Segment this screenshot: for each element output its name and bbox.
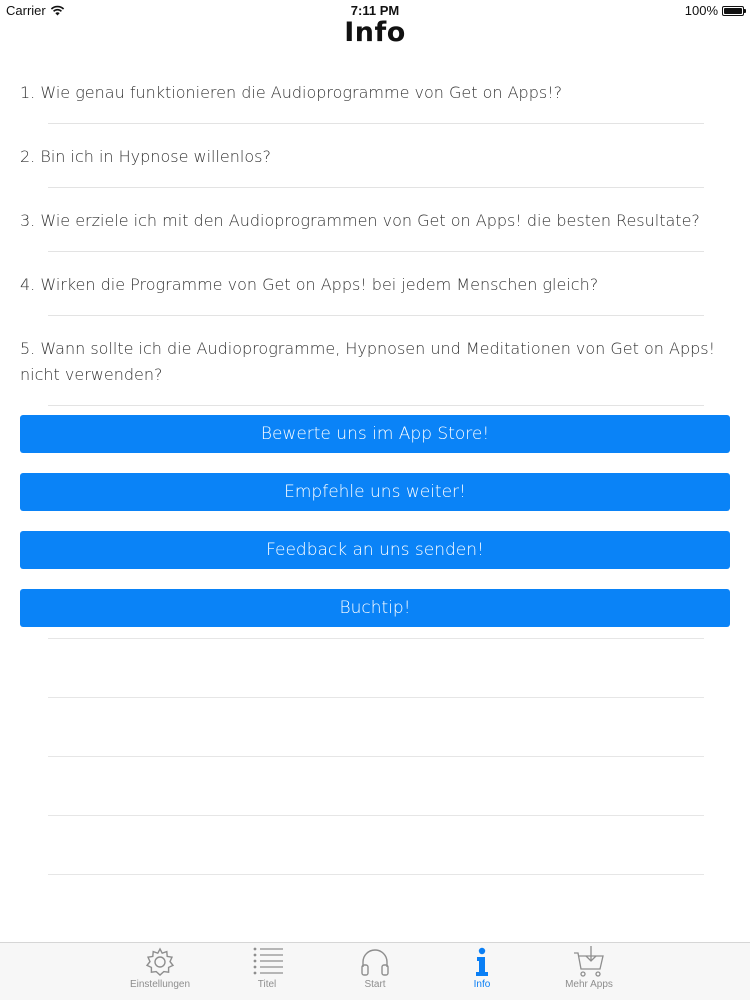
battery-percent: 100%: [684, 3, 718, 18]
info-icon: [465, 945, 499, 979]
status-battery: [685, 3, 744, 18]
separator: [48, 697, 704, 698]
faq-item-4[interactable]: 4. Wirken die Programme von Get on Apps! bei jedem Menschen gleich?: [0, 252, 750, 316]
separator: [48, 756, 704, 757]
headphones-icon: [358, 945, 392, 979]
send-feedback-button[interactable]: Feedback an uns senden!: [20, 531, 730, 569]
carrier-label: Carrier: [6, 3, 46, 18]
faq-item-3[interactable]: 3. Wie erziele ich mit den Audioprogrammen von Get on Apps! die besten Resultate?: [0, 188, 750, 252]
gear-icon: [143, 945, 177, 979]
book-tip-button[interactable]: Buchtip!: [20, 589, 730, 627]
faq-item-2[interactable]: 2. Bin ich in Hypnose willenlos?: [0, 124, 750, 188]
recommend-button[interactable]: Empfehle uns weiter!: [20, 473, 730, 511]
cart-icon: [572, 945, 606, 979]
rate-app-button[interactable]: Bewerte uns im App Store!: [20, 415, 730, 453]
separator: [48, 638, 704, 639]
tab-label: Mehr Apps: [565, 979, 613, 990]
action-buttons: [20, 415, 730, 647]
tab-info[interactable]: [428, 943, 536, 1001]
separator: [48, 874, 704, 875]
list-icon: [250, 945, 284, 979]
empty-rows: [48, 638, 704, 933]
tab-start[interactable]: [321, 943, 429, 1001]
tab-mehr-apps[interactable]: [535, 943, 643, 1001]
battery-icon: [722, 6, 744, 16]
separator: [48, 815, 704, 816]
faq-list: [0, 60, 750, 406]
tab-label: Titel: [257, 979, 277, 990]
tab-label: Info: [473, 979, 491, 990]
tab-titel[interactable]: [213, 943, 321, 1001]
battery-fill: [724, 8, 742, 14]
status-time: 7:11 PM: [350, 3, 400, 18]
tab-label: Start: [364, 979, 386, 990]
faq-item-5[interactable]: 5. Wann sollte ich die Audioprogramme, Hypnosen und Meditationen von Get on Apps! nicht verwenden?: [0, 316, 750, 406]
tab-bar: [0, 942, 750, 1000]
tab-label: Einstellungen: [129, 979, 191, 990]
page-title: Info: [344, 17, 406, 48]
tab-einstellungen[interactable]: [106, 943, 214, 1001]
faq-item-1[interactable]: 1. Wie genau funktionieren die Audioprogramme von Get on Apps!?: [0, 60, 750, 124]
